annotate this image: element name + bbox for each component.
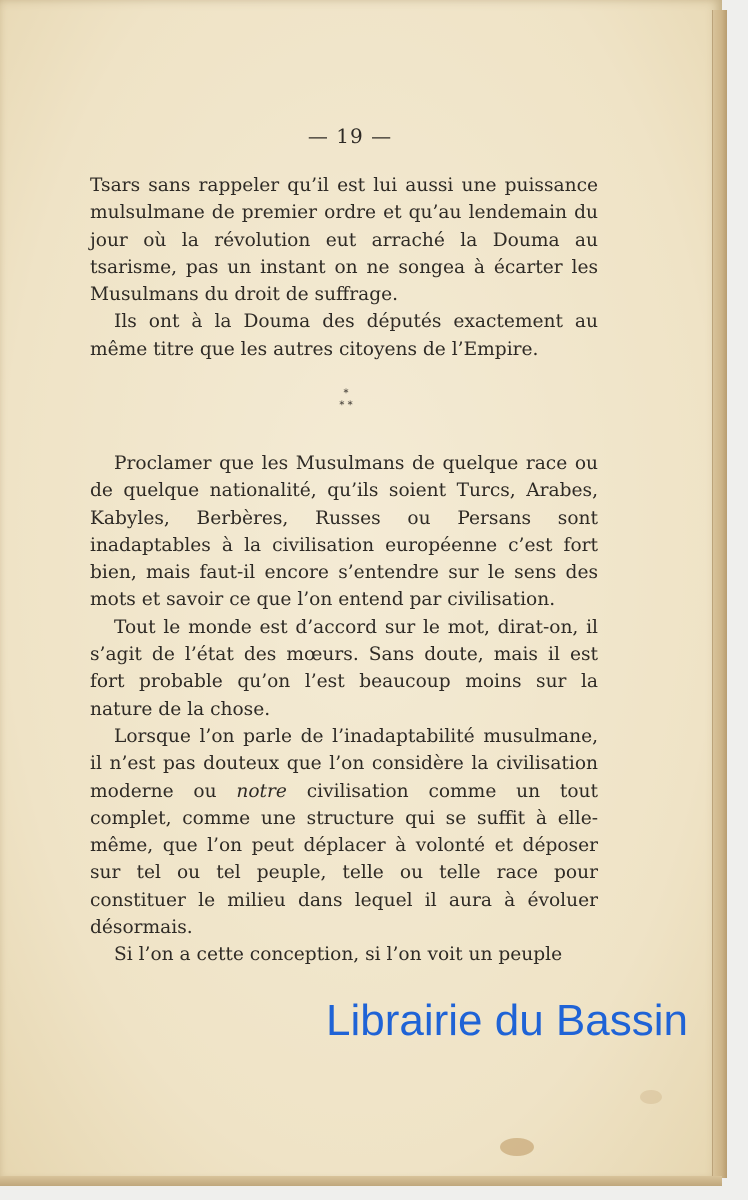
watermark: Librairie du Bassin (326, 996, 688, 1045)
asterisk-top: * (343, 388, 349, 399)
asterisk-bottom: * * (339, 400, 353, 411)
paragraph-text: civilisation comme un tout complet, comme une structure qui se suffit à elle-même, que l’on peut déplacer à volonté et déposer sur tel ou tel peuple, telle ou telle race pour constituer le milieu dans lequel il aura à évoluer désormais. (90, 780, 598, 939)
italic-word: notre (236, 780, 287, 802)
page-edge-right (712, 10, 727, 1178)
paper-stain (500, 1138, 534, 1156)
page-number: — 19 — (307, 124, 393, 148)
paragraph: Tsars sans rappeler qu’il est lui aussi une puissance mulsulmane de premier ordre et qu’au lendemain du jour où la révolution eut arraché la Douma au tsarisme, pas un instant on ne songea à écarter les Musulmans du droit de suffrage. (90, 175, 598, 306)
paragraph: Proclamer que les Musulmans de quelque race ou de quelque nationalité, qu’ils soient Turcs, Arabes, Kabyles, Berbères, Russes ou Persans sont inadaptables à la civilisation européenne c’est fort bien, mais faut-il encore s’entendre sur le sens des mots et savoir ce que l’on entend par civilisation. (90, 453, 598, 611)
paragraph: Si l’on a cette conception, si l’on voit un peuple (114, 944, 563, 966)
page-edge-bottom (0, 1176, 722, 1186)
paragraph (90, 723, 598, 941)
text-block-top (90, 172, 598, 363)
paragraph: Tout le monde est d’accord sur le mot, dirat-on, il s’agit de l’état des mœurs. Sans doute, mais il est fort probable qu’on l’est beaucoup moins sur la nature de la chose. (90, 616, 598, 720)
text-block-main (90, 450, 598, 969)
section-separator (326, 388, 366, 418)
paper-stain (640, 1090, 662, 1104)
paragraph: Ils ont à la Douma des députés exactement au même titre que les autres citoyens de l’Empire. (90, 311, 598, 360)
paragraph-text: Lorsque l’on parle de l’inadaptabilité musulmane, il n’est pas douteux que l’on considère la civilisation moderne ou (90, 725, 598, 802)
